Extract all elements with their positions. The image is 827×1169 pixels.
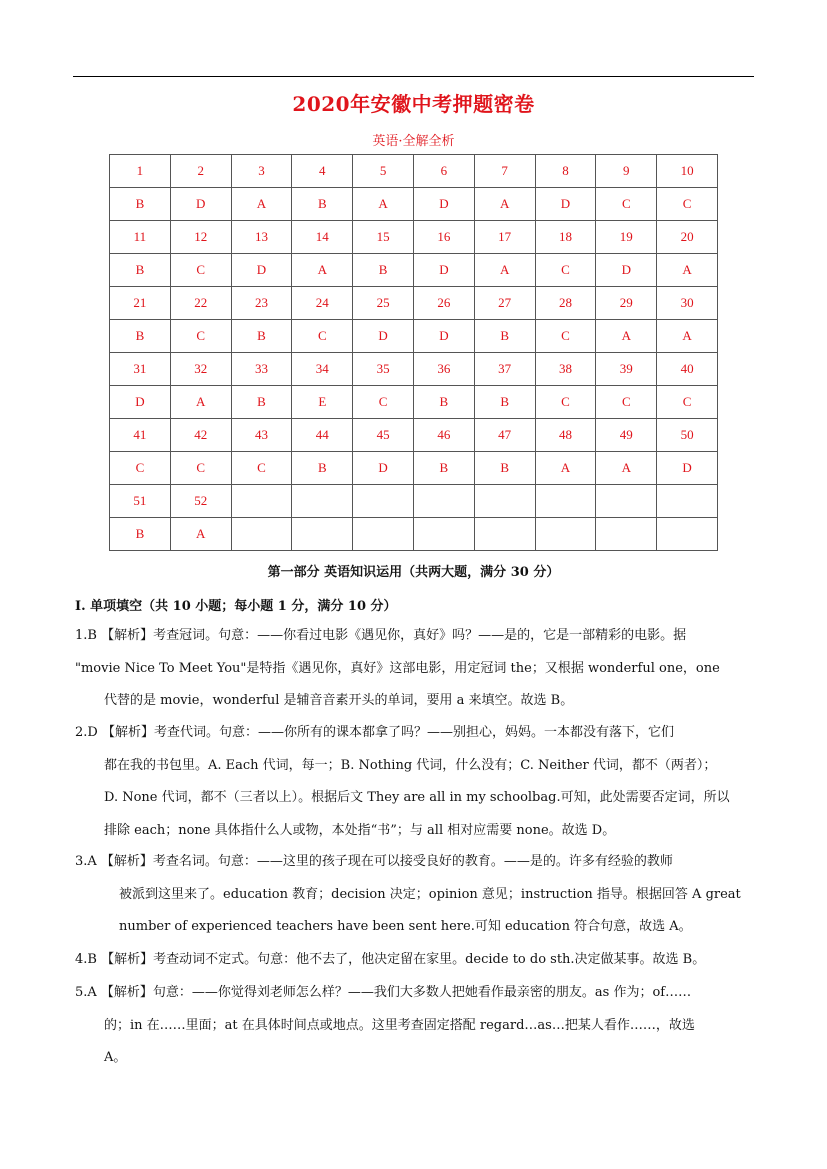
answer-cell: C [292, 320, 353, 353]
answer-cell: C [170, 452, 231, 485]
question-number-cell: 21 [110, 287, 171, 320]
question-number-cell: 44 [292, 419, 353, 452]
question-number-cell: 32 [170, 353, 231, 386]
answer-cell: A [353, 188, 414, 221]
question-number-cell: 22 [170, 287, 231, 320]
question-3 [75, 846, 755, 944]
question-number-row [110, 353, 718, 386]
question-line: 1.B 【解析】考查冠词。句意：——你看过电影《遇见你，真好》吗？——是的，它是一部精彩的电影。据 [75, 628, 687, 643]
answer-cell: C [110, 452, 171, 485]
answer-cell: A [657, 320, 718, 353]
answer-cell: D [170, 188, 231, 221]
question-number-cell: 26 [413, 287, 474, 320]
question-number-cell: 20 [657, 221, 718, 254]
question-4 [75, 944, 755, 977]
answer-cell: C [170, 254, 231, 287]
answer-cell: C [535, 386, 596, 419]
answer-cell [413, 518, 474, 551]
question-number-cell: 48 [535, 419, 596, 452]
answer-cell [474, 518, 535, 551]
answer-cell [353, 518, 414, 551]
question-number-cell: 28 [535, 287, 596, 320]
question-number-cell: 42 [170, 419, 231, 452]
answer-cell: C [170, 320, 231, 353]
question-number-cell [231, 485, 292, 518]
question-number-cell: 30 [657, 287, 718, 320]
question-number-cell [596, 485, 657, 518]
question-number-cell: 25 [353, 287, 414, 320]
answer-cell: C [596, 386, 657, 419]
question-number-row [110, 155, 718, 188]
answer-cell: A [231, 188, 292, 221]
answer-cell: A [657, 254, 718, 287]
question-number-cell: 49 [596, 419, 657, 452]
answer-cell: A [535, 452, 596, 485]
answer-cell: C [535, 254, 596, 287]
answer-cell: E [292, 386, 353, 419]
answer-cell: D [535, 188, 596, 221]
question-number-cell: 36 [413, 353, 474, 386]
answer-cell: D [596, 254, 657, 287]
answer-cell: C [657, 386, 718, 419]
page-subtitle: 英语·全解全析 [372, 134, 455, 149]
question-number-cell: 29 [596, 287, 657, 320]
answer-row [110, 452, 718, 485]
question-line: 5.A 【解析】句意：——你觉得刘老师怎么样？——我们大多数人把她看作最亲密的朋友。as 作为；of…… [75, 985, 692, 1000]
answer-cell: D [413, 188, 474, 221]
question-number-row [110, 419, 718, 452]
answer-cell: D [413, 320, 474, 353]
answer-cell: B [353, 254, 414, 287]
page-title: 2020年安徽中考押题密卷 [292, 92, 535, 116]
question-number-cell: 7 [474, 155, 535, 188]
answer-cell: D [413, 254, 474, 287]
question-number-cell: 47 [474, 419, 535, 452]
question-line: 都在我的书包里。A. Each 代词，每一；B. Nothing 代词，什么没有；C. Neither 代词，都不（两者）； [104, 757, 717, 773]
question-line: 代替的是 movie，wonderful 是辅音音素开头的单词，要用 a 来填空。故选 B。 [104, 693, 574, 708]
answer-cell: B [413, 386, 474, 419]
answer-cell: B [110, 518, 171, 551]
question-number-row [110, 287, 718, 320]
question-number-cell: 3 [231, 155, 292, 188]
question-2 [75, 717, 755, 847]
question-number-cell: 23 [231, 287, 292, 320]
answer-cell: B [474, 320, 535, 353]
question-number-cell: 33 [231, 353, 292, 386]
question-number-cell: 31 [110, 353, 171, 386]
question-number-cell: 11 [110, 221, 171, 254]
question-number-cell: 2 [170, 155, 231, 188]
answer-cell: B [110, 320, 171, 353]
question-number-cell: 52 [170, 485, 231, 518]
answer-cell: B [110, 254, 171, 287]
question-number-cell [413, 485, 474, 518]
answer-cell [292, 518, 353, 551]
question-line: D. None 代词，都不（三者以上）。根据后文 They are all in my schoolbag.可知，此处需要否定词，所以 [104, 790, 730, 805]
question-number-cell [292, 485, 353, 518]
answer-cell [535, 518, 596, 551]
answer-cell: C [231, 452, 292, 485]
question-number-cell: 45 [353, 419, 414, 452]
question-number-cell: 34 [292, 353, 353, 386]
question-number-cell: 5 [353, 155, 414, 188]
question-number-cell [535, 485, 596, 518]
answer-cell: A [596, 452, 657, 485]
question-number-cell: 16 [413, 221, 474, 254]
section-heading: 第一部分 英语知识运用（共两大题，满分 30 分） [267, 565, 560, 580]
answer-row [110, 188, 718, 221]
question-number-cell: 46 [413, 419, 474, 452]
answer-cell: A [474, 254, 535, 287]
question-number-cell: 10 [657, 155, 718, 188]
question-number-cell: 51 [110, 485, 171, 518]
answer-cell: B [474, 452, 535, 485]
question-number-cell: 35 [353, 353, 414, 386]
answer-cell: C [657, 188, 718, 221]
question-5 [75, 977, 755, 1075]
answer-cell: A [474, 188, 535, 221]
answer-cell: D [231, 254, 292, 287]
answer-cell: B [231, 320, 292, 353]
answer-cell: C [353, 386, 414, 419]
answer-table [109, 154, 718, 551]
answer-cell: B [110, 188, 171, 221]
question-number-row [110, 485, 718, 518]
answer-cell: B [231, 386, 292, 419]
question-number-cell: 40 [657, 353, 718, 386]
answer-cell [596, 518, 657, 551]
answer-cell: A [170, 386, 231, 419]
question-number-row [110, 221, 718, 254]
answer-cell: D [657, 452, 718, 485]
question-number-cell: 50 [657, 419, 718, 452]
question-line: A。 [104, 1050, 127, 1065]
answer-cell: D [353, 320, 414, 353]
answer-row [110, 254, 718, 287]
question-number-cell: 37 [474, 353, 535, 386]
question-number-cell: 41 [110, 419, 171, 452]
question-number-cell: 43 [231, 419, 292, 452]
answer-cell [657, 518, 718, 551]
question-line: 3.A 【解析】考查名词。句意：——这里的孩子现在可以接受良好的教育。——是的。许多有经验的教师 [75, 854, 673, 869]
question-number-cell: 6 [413, 155, 474, 188]
question-number-cell: 18 [535, 221, 596, 254]
question-number-cell: 19 [596, 221, 657, 254]
question-line: 被派到这里来了。education 教育；decision 决定；opinion 意见；instruction 指导。根据回答 A great [119, 886, 741, 902]
answer-cell: B [474, 386, 535, 419]
answer-cell: B [413, 452, 474, 485]
question-number-cell: 8 [535, 155, 596, 188]
question-line: 的；in 在……里面；at 在具体时间点或地点。这里考查固定搭配 regard…as…把某人看作……，故选 [104, 1017, 695, 1033]
answer-cell: D [353, 452, 414, 485]
answer-row [110, 386, 718, 419]
question-number-cell [657, 485, 718, 518]
question-number-cell: 24 [292, 287, 353, 320]
answer-cell: D [110, 386, 171, 419]
answer-cell: B [292, 452, 353, 485]
answer-cell: A [596, 320, 657, 353]
answer-cell: C [596, 188, 657, 221]
question-line: 排除 each；none 具体指什么人或物，本处指“书”；与 all 相对应需要 none。故选 D。 [104, 822, 616, 838]
answer-cell: B [292, 188, 353, 221]
question-number-cell: 27 [474, 287, 535, 320]
question-number-cell: 9 [596, 155, 657, 188]
question-number-cell: 15 [353, 221, 414, 254]
answer-cell: A [292, 254, 353, 287]
question-number-cell: 17 [474, 221, 535, 254]
answer-row [110, 518, 718, 551]
question-line: 2.D 【解析】考查代词。句意：——你所有的课本都拿了吗？——别担心，妈妈。一本都没有落下，它们 [75, 725, 674, 740]
question-line: 4.B 【解析】考查动词不定式。句意：他不去了，他决定留在家里。decide to do sth.决定做某事。故选 B。 [75, 952, 706, 967]
question-line: "movie Nice To Meet You"是特指《遇见你，真好》这部电影，用定冠词 the；又根据 wonderful one，one [75, 660, 720, 676]
answer-cell: C [535, 320, 596, 353]
question-line: number of experienced teachers have been sent here.可知 education 符合句意，故选 A。 [119, 919, 692, 934]
question-number-cell: 38 [535, 353, 596, 386]
question-1 [75, 620, 755, 718]
question-number-cell: 4 [292, 155, 353, 188]
answer-cell [231, 518, 292, 551]
header-rule [73, 76, 754, 77]
part-heading: I. 单项填空（共 10 小题；每小题 1 分，满分 10 分） [75, 599, 397, 614]
question-number-cell: 14 [292, 221, 353, 254]
question-number-cell: 1 [110, 155, 171, 188]
question-number-cell: 12 [170, 221, 231, 254]
question-number-cell: 13 [231, 221, 292, 254]
answer-row [110, 320, 718, 353]
question-number-cell: 39 [596, 353, 657, 386]
question-number-cell [353, 485, 414, 518]
question-number-cell [474, 485, 535, 518]
answer-cell: A [170, 518, 231, 551]
